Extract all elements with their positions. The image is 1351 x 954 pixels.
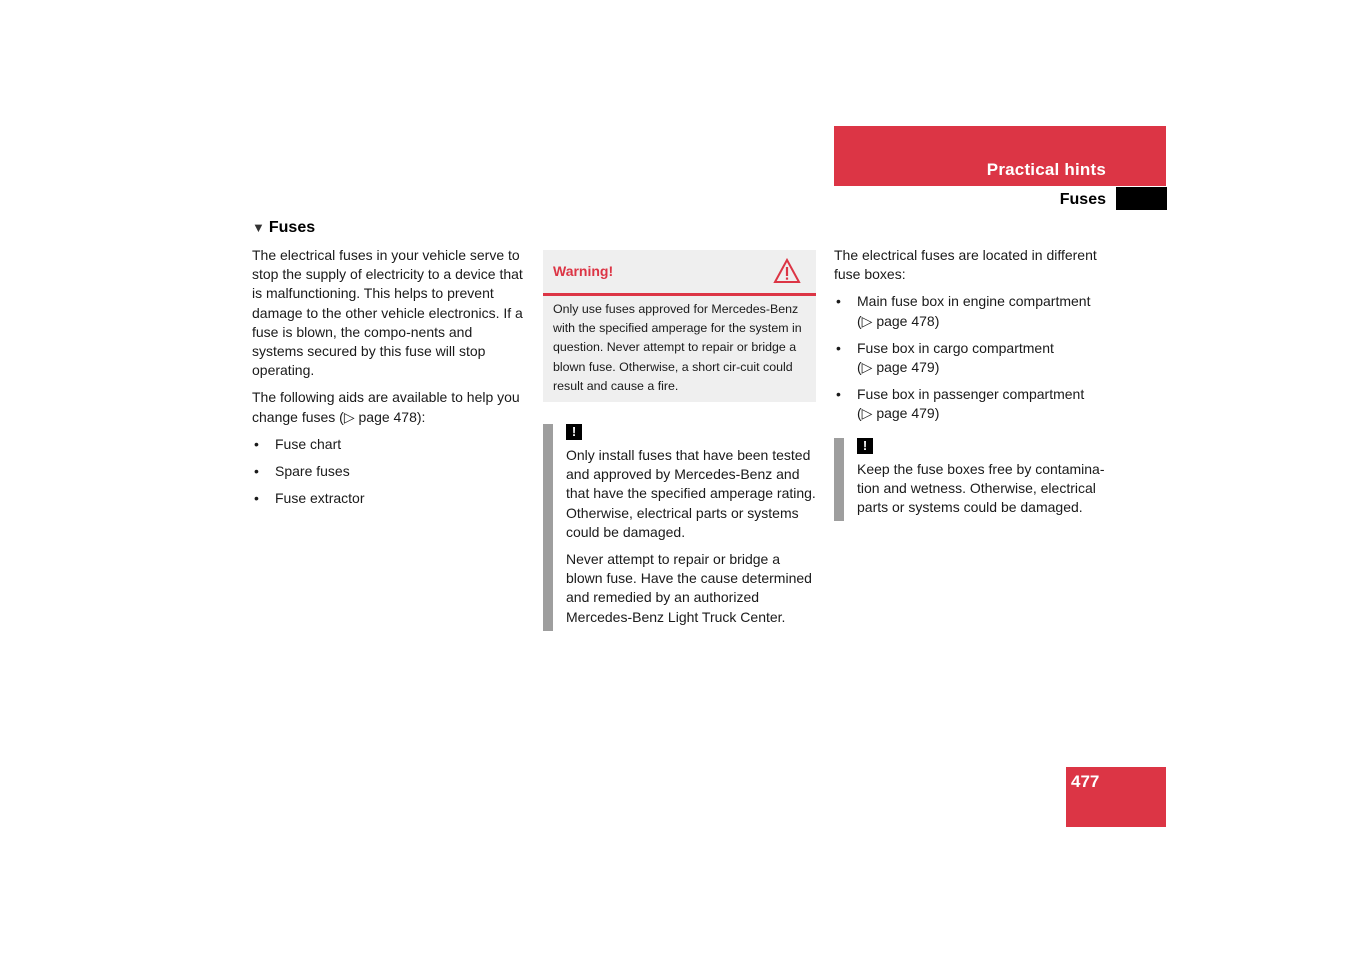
fuse-boxes-intro: The electrical fuses are located in different fuse boxes: bbox=[834, 247, 1097, 283]
page-reference: (▷ page 478) bbox=[857, 312, 940, 329]
intro-paragraph: The electrical fuses in your vehicle serve to stop the supply of electricity to a device that is malfunctioning. This helps to prevent damage to the other vehicle electronics. If a fuse is blown, the compo-nents and systems secured by this fuse will stop operating. bbox=[252, 247, 523, 379]
header-tab-marker bbox=[1116, 187, 1167, 210]
exclamation-icon: ! bbox=[566, 424, 582, 440]
warning-box bbox=[543, 250, 816, 402]
warning-triangle-icon bbox=[773, 258, 801, 284]
aids-list bbox=[252, 435, 527, 509]
aids-paragraph: The following aids are available to help you change fuses (▷ page 478): bbox=[252, 389, 520, 425]
triangle-down-icon: ▼ bbox=[252, 220, 265, 235]
notice-bar bbox=[834, 438, 844, 521]
list-item: • Fuse extractor bbox=[252, 489, 527, 508]
list-item bbox=[834, 292, 1119, 330]
fuse-box-list bbox=[834, 292, 1119, 423]
warning-text: Only use fuses approved for Mercedes-Benz with the specified amperage for the system in question. Never attempt to repair or bridge a blown fuse. Otherwise, a short cir-cuit could result and cause a fire. bbox=[553, 302, 802, 393]
chapter-title: Practical hints bbox=[986, 160, 1106, 179]
list-item bbox=[834, 339, 1119, 377]
list-item: • Spare fuses bbox=[252, 462, 527, 481]
section-heading bbox=[252, 219, 315, 237]
page-number: 477 bbox=[1071, 772, 1100, 791]
warning-header bbox=[543, 250, 816, 296]
list-item-text: Fuse box in cargo compartment bbox=[857, 339, 1054, 356]
section-title: Fuses bbox=[1059, 191, 1106, 208]
list-item-text: Fuse box in passenger compartment bbox=[857, 386, 1085, 403]
list-item bbox=[834, 385, 1119, 423]
column-left bbox=[252, 246, 527, 516]
notice-box bbox=[857, 436, 1113, 526]
exclamation-icon: ! bbox=[857, 438, 873, 454]
notice-paragraph: Only install fuses that have been tested and approved by Mercedes-Benz and that have the specified amperage rating. Otherwise, electrical parts or systems could be damaged. bbox=[566, 447, 816, 540]
column-right bbox=[834, 246, 1119, 432]
notice-bar bbox=[543, 424, 553, 631]
page-reference: (▷ page 479) bbox=[857, 405, 940, 422]
notice-box bbox=[566, 422, 818, 635]
list-item: • Fuse chart bbox=[252, 435, 527, 454]
notice-paragraph: Keep the fuse boxes free by contamina-tion and wetness. Otherwise, electrical parts or systems could be damaged. bbox=[857, 461, 1105, 516]
page-reference: (▷ page 479) bbox=[857, 359, 940, 376]
notice-paragraph: Never attempt to repair or bridge a blown fuse. Have the cause determined and remedied by an authorized Mercedes-Benz Light Truck Center. bbox=[566, 551, 812, 625]
section-heading-text: Fuses bbox=[268, 219, 316, 236]
warning-title: Warning! bbox=[553, 263, 614, 279]
list-item-text: Main fuse box in engine compartment bbox=[857, 293, 1091, 310]
